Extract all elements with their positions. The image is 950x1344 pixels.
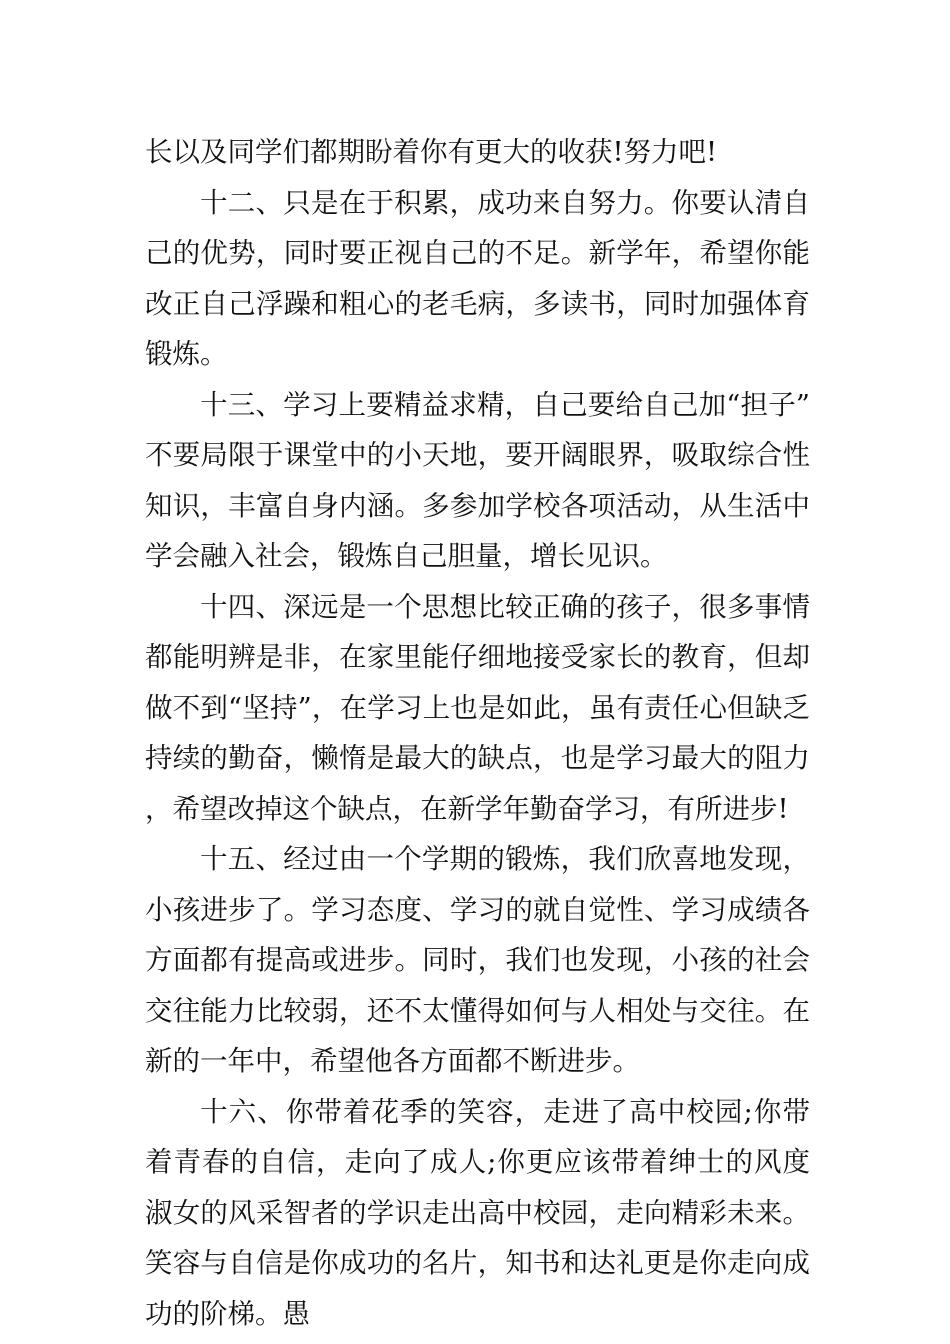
paragraph-continuation: 长以及同学们都期盼着你有更大的收获!努力吧! (145, 136, 718, 168)
paragraph-item-13: 十三、学习上要精益求精，自己要给自己加“担子”不要局限于课堂中的小天地，要开阔眼界，吸取综合性知识，丰富自身内涵。多参加学校各项活动，从生活中学会融入社会，锻炼自己胆量，增长见识。 (145, 388, 810, 572)
paragraph-item-16: 十六、你带着花季的笑容，走进了高中校园;你带着青春的自信，走向了成人;你更应该带着绅士的风度淑女的风采智者的学识走出高中校园，走向精彩未来。笑容与自信是你成功的名片，知书和达礼更是你走向成功的阶梯。愚 (145, 1095, 810, 1330)
paragraph-item-14: 十四、深远是一个思想比较正确的孩子，很多事情都能明辨是非，在家里能仔细地接受家长的教育，但却做不到“坚持”，在学习上也是如此，虽有责任心但缺乏持续的勤奋，懒惰是最大的缺点，也是学习最大的阻力，希望改掉这个缺点，在新学年勤奋学习，有所进步! (145, 590, 810, 825)
paragraph-item-12: 十二、只是在于积累，成功来自努力。你要认清自己的优势，同时要正视自己的不足。新学年，希望你能改正自己浮躁和粗心的老毛病，多读书，同时加强体育锻炼。 (145, 186, 810, 370)
document-body (145, 127, 810, 1339)
paragraph-item-15: 十五、经过由一个学期的锻炼，我们欣喜地发现，小孩进步了。学习态度、学习的就自觉性、学习成绩各方面都有提高或进步。同时，我们也发现，小孩的社会交往能力比较弱，还不太懂得如何与人相处与交往。在新的一年中，希望他各方面都不断进步。 (145, 843, 810, 1077)
